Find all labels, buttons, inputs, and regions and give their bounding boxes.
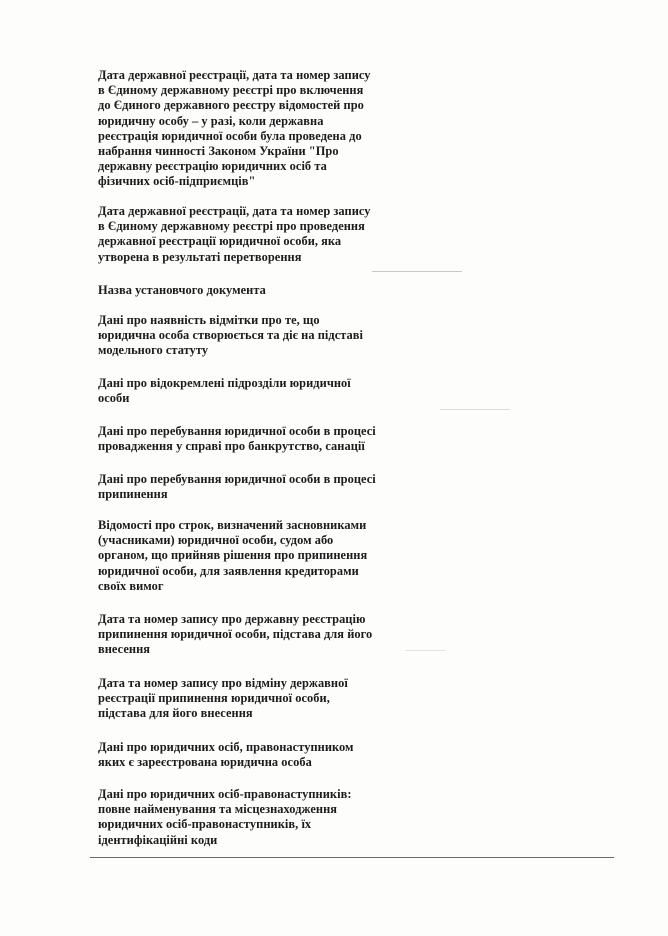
- field-line: Дата та номер запису про відміну державної: [98, 676, 348, 690]
- field-line: державну реєстрацію юридичних осіб та: [98, 159, 327, 174]
- field-line: повне найменування та місцезнаходження: [98, 802, 338, 817]
- field-registration-before-law: [98, 68, 418, 190]
- field-line: Назва установчого документа: [98, 283, 266, 297]
- field-legal-successors: [98, 787, 418, 848]
- field-line: юридичних осіб-правонаступників, їх: [98, 817, 312, 832]
- field-line: особи: [98, 391, 130, 406]
- field-line: (учасниками) юридичної особи, судом або: [98, 533, 334, 548]
- field-line: фізичних осіб-підприємців": [98, 174, 256, 189]
- field-model-statute-mark: [98, 313, 418, 359]
- field-line: юридичної особи, для заявлення кредиторами: [98, 563, 359, 578]
- field-line: Дата та номер запису про державну реєстрацію: [98, 612, 366, 626]
- field-line: утворена в результаті перетворення: [98, 249, 302, 264]
- field-line: в Єдиному державному реєстрі про проведення: [98, 219, 365, 234]
- field-line: юридичну особу – у разі, коли державна: [98, 113, 324, 128]
- scan-speck: [372, 271, 462, 272]
- field-termination-record: [98, 612, 418, 658]
- scan-speck: [405, 650, 445, 651]
- field-creditor-claims-term: [98, 518, 418, 594]
- field-line: Дані про відокремлені підрозділи юридичної: [98, 376, 351, 390]
- field-line: Дата державної реєстрації, дата та номер запису: [98, 68, 371, 82]
- field-bankruptcy-proceedings: [98, 424, 418, 454]
- field-line: Дані про наявність відмітки про те, що: [98, 313, 320, 327]
- field-successor-of-entities: [98, 740, 418, 770]
- field-line: підстава для його внесення: [98, 706, 253, 721]
- field-line: своїх вимог: [98, 578, 164, 593]
- field-line: ідентифікаційні коди: [98, 832, 218, 847]
- field-line: модельного статуту: [98, 343, 209, 358]
- field-line: державної реєстрації юридичної особи, яка: [98, 234, 342, 249]
- field-line: Дані про юридичних осіб-правонаступників:: [98, 787, 352, 801]
- field-line: провадження у справі про банкрутство, санації: [98, 439, 365, 454]
- field-line: органом, що прийняв рішення про припинення: [98, 548, 368, 563]
- field-termination-cancellation-record: [98, 676, 418, 722]
- field-line: юридична особа створюється та діє на підставі: [98, 328, 364, 343]
- field-line: припинення: [98, 487, 168, 502]
- bottom-divider: [90, 857, 614, 858]
- scan-speck: [440, 409, 510, 410]
- field-separate-subdivisions: [98, 376, 418, 406]
- field-line: Відомості про строк, визначений засновниками: [98, 518, 367, 532]
- field-line: яких є зареєстрована юридична особа: [98, 755, 312, 770]
- field-line: набрання чинності Законом України "Про: [98, 144, 339, 159]
- field-line: в Єдиному державному реєстрі про включення: [98, 83, 364, 98]
- field-line: реєстрації припинення юридичної особи,: [98, 691, 330, 706]
- field-termination-process: [98, 472, 418, 502]
- field-founding-document-name: [98, 283, 418, 298]
- field-line: Дата державної реєстрації, дата та номер запису: [98, 204, 371, 218]
- field-line: внесення: [98, 642, 151, 657]
- field-line: Дані про юридичних осіб, правонаступником: [98, 740, 354, 754]
- field-line: припинення юридичної особи, підстава для його: [98, 627, 373, 642]
- field-line: Дані про перебування юридичної особи в процесі: [98, 472, 376, 486]
- field-registration-transformation: [98, 204, 418, 265]
- field-line: реєстрація юридичної особи була проведена до: [98, 128, 362, 143]
- field-line: до Єдиного державного реєстру відомостей про: [98, 98, 364, 113]
- field-line: Дані про перебування юридичної особи в процесі: [98, 424, 376, 438]
